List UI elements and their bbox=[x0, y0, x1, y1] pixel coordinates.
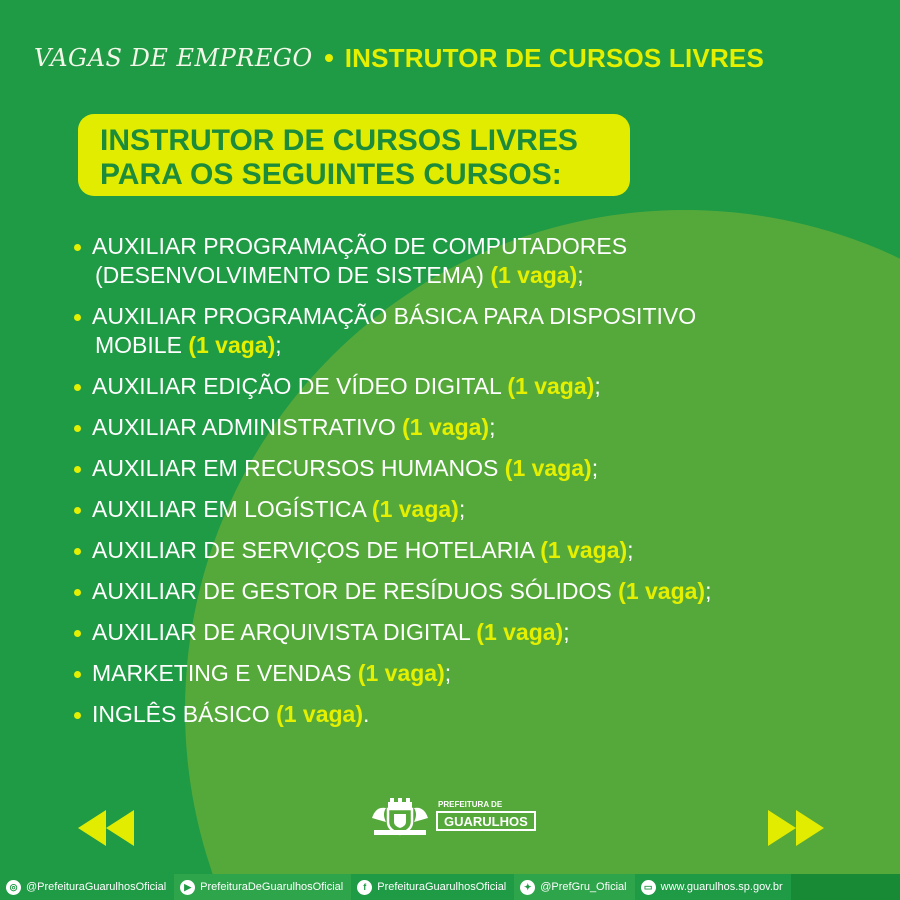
course-name: AUXILIAR EDIÇÃO DE VÍDEO DIGITAL bbox=[92, 373, 508, 399]
coat-of-arms-icon bbox=[368, 796, 432, 838]
title-line-2: PARA OS SEGUINTES CURSOS: bbox=[100, 158, 562, 191]
item-end: ; bbox=[627, 537, 634, 563]
instagram-icon: ◎ bbox=[6, 880, 21, 895]
header-separator-dot bbox=[325, 54, 333, 62]
list-item bbox=[72, 372, 872, 401]
course-name: AUXILIAR DE GESTOR DE RESÍDUOS SÓLIDOS bbox=[92, 578, 619, 604]
course-list bbox=[72, 232, 872, 741]
vacancy-count: (1 vaga) bbox=[476, 619, 564, 645]
vacancy-count: (1 vaga) bbox=[357, 660, 445, 686]
list-item bbox=[72, 536, 872, 565]
item-end: ; bbox=[577, 262, 584, 288]
course-name: AUXILIAR EM RECURSOS HUMANOS bbox=[92, 455, 505, 481]
list-item bbox=[72, 618, 872, 647]
vacancy-count: (1 vaga) bbox=[504, 455, 592, 481]
item-end: ; bbox=[444, 660, 452, 686]
footer-label: @PrefGru_Oficial bbox=[540, 881, 627, 893]
guarulhos-logo bbox=[368, 796, 540, 838]
course-name: INGLÊS BÁSICO bbox=[92, 701, 277, 727]
list-item bbox=[72, 302, 872, 360]
twitter-icon: ✦ bbox=[520, 880, 535, 895]
list-item bbox=[72, 700, 872, 729]
footer-label: @PrefeituraGuarulhosOficial bbox=[26, 881, 167, 893]
facebook-icon: f bbox=[357, 880, 372, 895]
list-item bbox=[72, 454, 872, 483]
course-name-continued: (DESENVOLVIMENTO DE SISTEMA) bbox=[95, 262, 491, 288]
logo-prefeitura-text: PREFEITURA DE bbox=[438, 800, 503, 809]
course-name: AUXILIAR EM LOGÍSTICA bbox=[92, 496, 372, 522]
footer-label: PrefeituraGuarulhosOficial bbox=[377, 881, 507, 893]
footer-instagram[interactable] bbox=[0, 874, 174, 900]
header-title: INSTRUTOR DE CURSOS LIVRES bbox=[344, 42, 765, 73]
rewind-icon bbox=[76, 808, 136, 848]
vacancy-count: (1 vaga) bbox=[371, 496, 459, 522]
vacancy-count: (1 vaga) bbox=[490, 262, 578, 288]
title-line-1: INSTRUTOR DE CURSOS LIVRES bbox=[100, 124, 578, 157]
page-header bbox=[34, 38, 870, 78]
item-end: ; bbox=[594, 373, 601, 399]
item-end: ; bbox=[563, 619, 570, 645]
footer-label: PrefeituraDeGuarulhosOficial bbox=[200, 881, 344, 893]
item-end: ; bbox=[489, 414, 496, 440]
title-box bbox=[78, 114, 630, 196]
item-end: ; bbox=[705, 578, 712, 604]
logo-city-name: GUARULHOS bbox=[436, 811, 536, 831]
course-name: AUXILIAR PROGRAMAÇÃO BÁSICA PARA DISPOSITIVO bbox=[92, 303, 697, 329]
course-name: AUXILIAR DE ARQUIVISTA DIGITAL bbox=[92, 619, 477, 645]
vacancy-count: (1 vaga) bbox=[618, 578, 706, 604]
item-end: ; bbox=[275, 332, 282, 358]
course-name: AUXILIAR DE SERVIÇOS DE HOTELARIA bbox=[92, 537, 541, 563]
footer-youtube[interactable] bbox=[174, 874, 351, 900]
item-end: . bbox=[363, 701, 370, 727]
list-item bbox=[72, 577, 872, 606]
vacancy-count: (1 vaga) bbox=[402, 414, 490, 440]
list-item bbox=[72, 413, 872, 442]
header-script-text: VAGAS DE EMPREGO bbox=[34, 44, 313, 72]
social-footer bbox=[0, 874, 900, 900]
course-name-continued: MOBILE bbox=[95, 332, 189, 358]
footer-website[interactable] bbox=[635, 874, 791, 900]
footer-facebook[interactable] bbox=[351, 874, 514, 900]
footer-twitter[interactable] bbox=[514, 874, 634, 900]
youtube-icon: ▶ bbox=[180, 880, 195, 895]
vacancy-count: (1 vaga) bbox=[188, 332, 276, 358]
list-item bbox=[72, 495, 872, 524]
vacancy-count: (1 vaga) bbox=[540, 537, 628, 563]
course-name: AUXILIAR PROGRAMAÇÃO DE COMPUTADORES bbox=[92, 233, 628, 259]
vacancy-count: (1 vaga) bbox=[276, 701, 363, 727]
item-end: ; bbox=[591, 455, 599, 481]
course-name: AUXILIAR ADMINISTRATIVO bbox=[92, 414, 403, 440]
previous-arrow-button[interactable] bbox=[76, 808, 136, 848]
list-item bbox=[72, 659, 872, 688]
list-item bbox=[72, 232, 872, 290]
fast-forward-icon bbox=[766, 808, 826, 848]
item-end: ; bbox=[458, 496, 466, 522]
website-icon: ▭ bbox=[641, 880, 656, 895]
course-name: MARKETING E VENDAS bbox=[92, 660, 358, 686]
next-arrow-button[interactable] bbox=[766, 808, 826, 848]
footer-label: www.guarulhos.sp.gov.br bbox=[660, 881, 783, 893]
vacancy-count: (1 vaga) bbox=[507, 373, 595, 399]
